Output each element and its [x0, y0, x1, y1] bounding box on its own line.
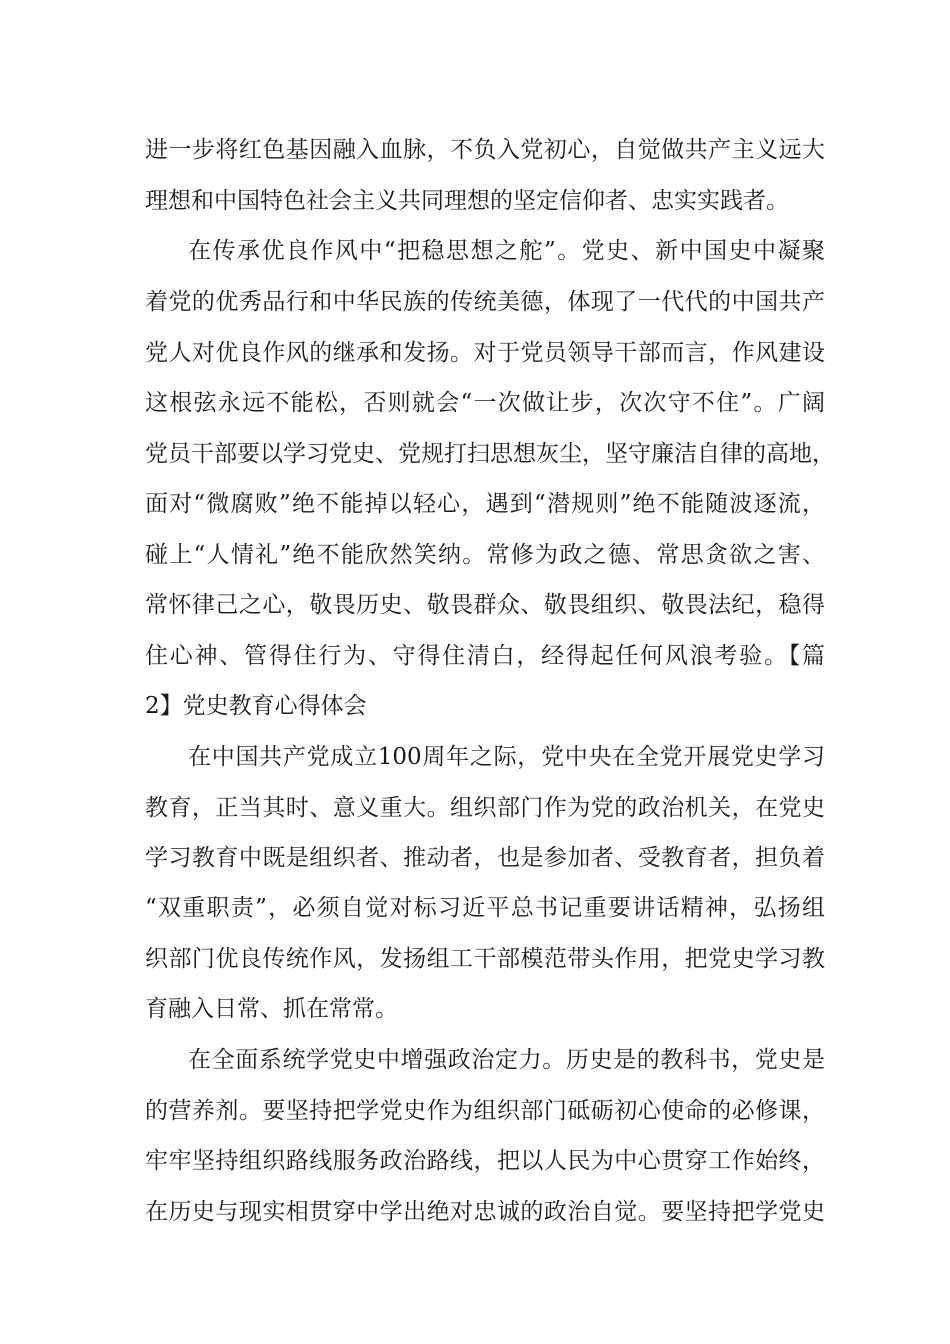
text-line: 碰上“人情礼”绝不能欣然笑纳。常修为政之德、常思贪欲之害、 — [145, 542, 825, 568]
text-line: 的营养剂。要坚持把学党史作为组织部门砥砺初心使命的必修课， — [145, 1098, 825, 1124]
text-line: 进一步将红色基因融入血脉，不负入党初心，自觉做共产主义远大 — [145, 137, 825, 163]
paragraph-start-line: 在中国共产党成立100周年之际，党中央在全党开展党史学习 — [188, 744, 825, 770]
text-line: 着党的优秀品行和中华民族的传统美德，体现了一代代的中国共产 — [145, 289, 825, 315]
section-heading-line: 2】党史教育心得体会 — [145, 693, 367, 719]
text-line: 学习教育中既是组织者、推动者，也是参加者、受教育者，担负着 — [145, 845, 825, 871]
text-line: 住心神、管得住行为、守得住清白，经得起任何风浪考验。【篇 — [145, 643, 825, 669]
text-line: 面对“微腐败”绝不能掉以轻心，遇到“潜规则”绝不能随波逐流， — [145, 491, 825, 517]
text-line: 牢牢坚持组织路线服务政治路线，把以人民为中心贯穿工作始终， — [145, 1148, 825, 1174]
text-line: 育融入日常、抓在常常。 — [145, 996, 398, 1022]
text-line: 织部门优良传统作风，发扬组工干部模范带头作用，把党史学习教 — [145, 946, 825, 972]
text-line: 理想和中国特色社会主义共同理想的坚定信仰者、忠实实践者。 — [145, 188, 789, 214]
text-line: 这根弦永远不能松，否则就会“一次做让步，次次守不住”。广阔 — [145, 390, 825, 416]
text-line: 党人对优良作风的继承和发扬。对于党员领导干部而言，作风建设 — [145, 340, 825, 366]
text-line: “双重职责”，必须自觉对标习近平总书记重要讲话精神，弘扬组 — [145, 895, 825, 921]
paragraph-start-line: 在全面系统学党史中增强政治定力。历史是的教科书，党史是 — [188, 1047, 825, 1073]
text-line: 在历史与现实相贯穿中学出绝对忠诚的政治自觉。要坚持把学党史 — [145, 1199, 825, 1225]
text-line: 教育，正当其时、意义重大。组织部门作为党的政治机关，在党史 — [145, 795, 825, 821]
paragraph-start-line: 在传承优良作风中“把稳思想之舵”。党史、新中国史中凝聚 — [188, 238, 825, 264]
text-line: 常怀律己之心，敬畏历史、敬畏群众、敬畏组织、敬畏法纪，稳得 — [145, 592, 825, 618]
text-line: 党员干部要以学习党史、党规打扫思想灰尘，坚守廉洁自律的高地， — [145, 441, 835, 467]
